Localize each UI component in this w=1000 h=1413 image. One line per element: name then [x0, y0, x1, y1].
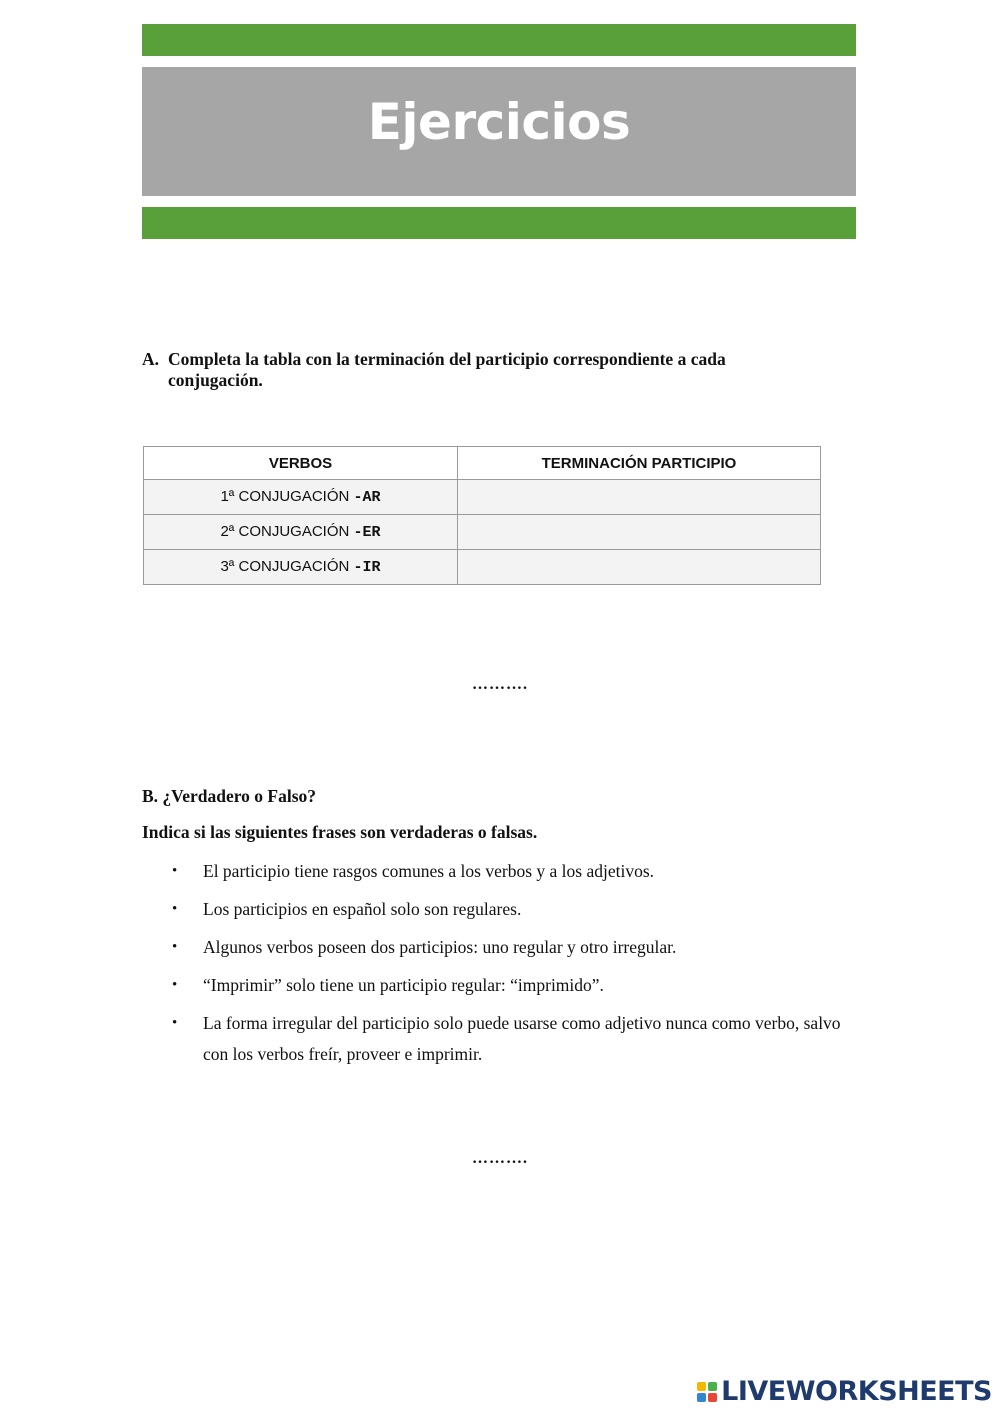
- logo-text: LIVEWORKSHEETS: [721, 1376, 992, 1407]
- bullet-icon: •: [172, 901, 178, 917]
- table-cell-verb: [144, 550, 458, 585]
- page-title: Ejercicios: [367, 92, 631, 151]
- verb-suffix: -ER: [353, 524, 381, 541]
- table-header-verbos: VERBOS: [144, 447, 458, 480]
- verb-suffix: -AR: [353, 489, 381, 506]
- list-item[interactable]: [172, 932, 842, 963]
- separator-dots: ……….: [472, 676, 528, 693]
- section-a-question: [142, 349, 782, 391]
- statement-list: [172, 856, 842, 1077]
- participle-table: [143, 446, 821, 585]
- liveworksheets-logo-icon: [697, 1382, 717, 1402]
- statement-text: “Imprimir” solo tiene un participio regular: “imprimido”.: [203, 975, 604, 995]
- verb-label: 1ª CONJUGACIÓN: [220, 488, 350, 505]
- statement-text: El participio tiene rasgos comunes a los verbos y a los adjetivos.: [203, 861, 655, 881]
- header-bottom-bar: [142, 207, 856, 239]
- statement-text: La forma irregular del participio solo puede usarse como adjetivo nunca como verbo, salvo con los verbos freír, proveer e imprimir.: [203, 1013, 841, 1064]
- table-header-row: [144, 447, 821, 480]
- table-row: [144, 480, 821, 515]
- verb-label: 2ª CONJUGACIÓN: [220, 523, 350, 540]
- table-cell-verb: [144, 480, 458, 515]
- logo-square: [708, 1382, 717, 1391]
- table-row: [144, 550, 821, 585]
- logo-square: [697, 1393, 706, 1402]
- bullet-icon: •: [172, 977, 178, 993]
- section-b-instruction: Indica si las siguientes frases son verdaderas o falsas.: [142, 822, 538, 842]
- list-item[interactable]: [172, 970, 842, 1001]
- answer-cell[interactable]: [458, 550, 821, 585]
- separator-dots: ……….: [472, 1150, 528, 1167]
- table-cell-verb: [144, 515, 458, 550]
- section-a-label: A.: [142, 349, 160, 369]
- answer-cell[interactable]: [458, 515, 821, 550]
- list-item[interactable]: [172, 894, 842, 925]
- verb-label: 3ª CONJUGACIÓN: [220, 558, 350, 575]
- header-title-banner: [142, 67, 856, 196]
- logo-square: [708, 1393, 717, 1402]
- header-top-bar: [142, 24, 856, 56]
- bullet-icon: •: [172, 1015, 178, 1031]
- section-a-text: Completa la tabla con la terminación del participio correspondiente a cada conjugación.: [168, 349, 726, 390]
- list-item[interactable]: [172, 1008, 842, 1070]
- table-header-terminacion: TERMINACIÓN PARTICIPIO: [458, 447, 821, 480]
- bullet-icon: •: [172, 863, 178, 879]
- section-b-title: B. ¿Verdadero o Falso?: [142, 786, 317, 806]
- answer-cell[interactable]: [458, 480, 821, 515]
- logo-square: [697, 1382, 706, 1391]
- statement-text: Los participios en español solo son regulares.: [203, 899, 522, 919]
- list-item[interactable]: [172, 856, 842, 887]
- table-row: [144, 515, 821, 550]
- liveworksheets-logo[interactable]: [697, 1376, 992, 1407]
- statement-text: Algunos verbos poseen dos participios: uno regular y otro irregular.: [203, 937, 677, 957]
- bullet-icon: •: [172, 939, 178, 955]
- verb-suffix: -IR: [353, 559, 381, 576]
